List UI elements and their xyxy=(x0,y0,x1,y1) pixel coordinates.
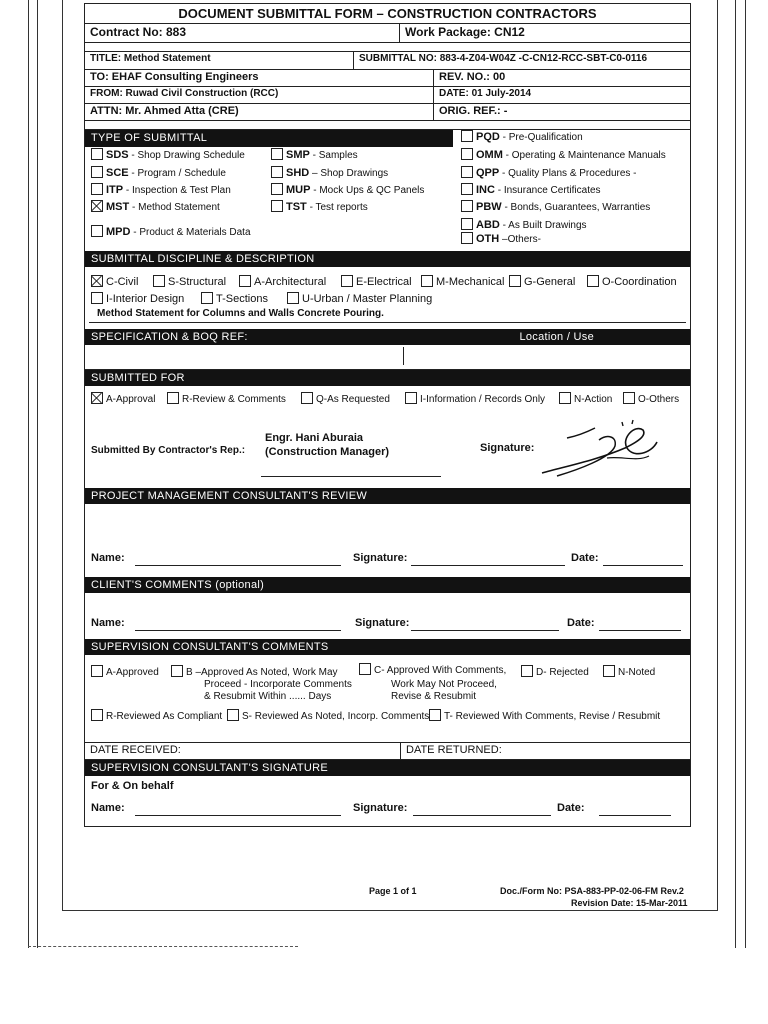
option-code: TST xyxy=(286,201,307,213)
sup-signature-line[interactable] xyxy=(413,815,551,816)
supervision-signature-heading: SUPERVISION CONSULTANT'S SIGNATURE xyxy=(85,760,690,776)
option-pqd[interactable] xyxy=(461,130,583,143)
option-label: C-Civil xyxy=(106,276,139,288)
option-label: - Quality Plans & Procedures - xyxy=(502,168,637,179)
option-mst[interactable] xyxy=(91,200,220,213)
option-code: INC xyxy=(476,184,495,196)
supervision-signature-section xyxy=(84,760,691,827)
client-comments-heading: CLIENT'S COMMENTS (optional) xyxy=(85,577,690,593)
option-u-urban-master-planning[interactable] xyxy=(287,292,432,305)
scan-edge-right-inner xyxy=(745,0,746,948)
option-r-reviewed-compliant[interactable] xyxy=(91,709,222,722)
checkbox-checked[interactable] xyxy=(91,275,103,287)
checkbox[interactable] xyxy=(271,200,283,212)
checkbox[interactable] xyxy=(91,166,103,178)
option-pbw[interactable] xyxy=(461,200,650,213)
option-e-electrical[interactable] xyxy=(341,275,412,288)
option-a-approval[interactable] xyxy=(91,392,155,405)
description-line xyxy=(89,322,686,323)
checkbox[interactable] xyxy=(521,665,533,677)
option-c-approved-with-comments[interactable] xyxy=(359,663,506,676)
checkbox[interactable] xyxy=(461,166,473,178)
revision-date: Revision Date: 15-Mar-2011 xyxy=(571,898,688,908)
date-returned: DATE RETURNED: xyxy=(400,743,690,759)
checkbox[interactable] xyxy=(461,200,473,212)
option-label: –Others- xyxy=(502,234,541,245)
option-o-coordination[interactable] xyxy=(587,275,677,288)
checkbox[interactable] xyxy=(91,148,103,160)
work-package: Work Package: CN12 xyxy=(399,24,690,42)
option-shd[interactable] xyxy=(271,166,388,179)
option-qpp[interactable] xyxy=(461,166,637,179)
option-code: QPP xyxy=(476,167,500,179)
option-code: MPD xyxy=(106,226,131,238)
option-code: ABD xyxy=(476,219,500,231)
option-label: - Mock Ups & QC Panels xyxy=(313,185,425,196)
discipline-heading: SUBMITTAL DISCIPLINE & DESCRIPTION xyxy=(85,251,690,267)
option-tst[interactable] xyxy=(271,200,368,213)
checkbox[interactable] xyxy=(461,148,473,160)
option-label: - As Built Drawings xyxy=(502,220,587,231)
option-code: PBW xyxy=(476,201,502,213)
to-row xyxy=(84,70,691,87)
checkbox[interactable] xyxy=(587,275,599,287)
option-a-architectural[interactable] xyxy=(239,275,326,288)
option-label: G-General xyxy=(524,276,576,288)
discipline-description: Method Statement for Columns and Walls Concrete Pouring. xyxy=(97,308,384,319)
contract-row xyxy=(84,24,691,43)
checkbox[interactable] xyxy=(461,218,473,230)
attn-row xyxy=(84,104,691,121)
option-smp[interactable] xyxy=(271,148,358,161)
option-label: Q-As Requested xyxy=(316,394,390,405)
option-code: SCE xyxy=(106,167,129,179)
option-n-action[interactable] xyxy=(559,392,612,405)
checkbox-checked[interactable] xyxy=(91,200,103,212)
option-r-review-comments[interactable] xyxy=(167,392,286,405)
option-label: A-Approval xyxy=(106,394,156,405)
sup-name-label: Name: xyxy=(91,802,125,814)
client-comments-section xyxy=(84,577,691,639)
option-label: A-Architectural xyxy=(254,276,327,288)
sup-signature-label: Signature: xyxy=(353,802,408,814)
title-row xyxy=(84,51,691,70)
supervision-comments-heading: SUPERVISION CONSULTANT'S COMMENTS xyxy=(85,639,690,655)
checkbox[interactable] xyxy=(405,392,417,404)
contract-no: Contract No: 883 xyxy=(90,25,187,39)
option-t-reviewed-with-comments[interactable] xyxy=(429,709,660,722)
page-number: Page 1 of 1 xyxy=(369,886,417,896)
option-mup[interactable] xyxy=(271,183,424,196)
option-q-as-requested[interactable] xyxy=(301,392,390,405)
option-m-mechanical[interactable] xyxy=(421,275,504,288)
option-b-approved-as-noted[interactable] xyxy=(171,665,338,678)
checkbox[interactable] xyxy=(167,392,179,404)
rep-title: (Construction Manager) xyxy=(265,446,390,458)
option-label: S-Structural xyxy=(168,276,227,288)
option-r-label: R-Reviewed As Compliant xyxy=(106,711,223,722)
pmc-date-label: Date: xyxy=(571,552,599,564)
option-sce[interactable] xyxy=(91,166,226,179)
option-i-information-records-only[interactable] xyxy=(405,392,545,405)
option-s-label: S- Reviewed As Noted, Incorp. Comments xyxy=(242,711,430,722)
option-c-civil[interactable] xyxy=(91,275,138,288)
option-label: - Pre-Qualification xyxy=(502,132,583,143)
submitted-for-section xyxy=(84,369,691,488)
pmc-signature-line[interactable] xyxy=(411,565,565,566)
checkbox[interactable] xyxy=(239,275,251,287)
dates-row xyxy=(84,742,691,760)
option-label: I-Interior Design xyxy=(106,293,185,305)
option-itp[interactable] xyxy=(91,183,231,196)
option-b-label: B –Approved As Noted, Work May xyxy=(186,667,338,678)
option-label: - Insurance Certificates xyxy=(497,185,601,196)
checkbox[interactable] xyxy=(271,166,283,178)
checkbox[interactable] xyxy=(153,275,165,287)
option-d-rejected[interactable] xyxy=(521,665,589,678)
client-name-line[interactable] xyxy=(135,630,341,631)
option-sds[interactable] xyxy=(91,148,245,161)
option-a-label: A-Approved xyxy=(106,667,159,678)
checkbox[interactable] xyxy=(359,663,371,675)
doc-form-no: Doc./Form No: PSA-883-PP-02-06-FM Rev.2 xyxy=(500,886,684,896)
checkbox[interactable] xyxy=(603,665,615,677)
checkbox[interactable] xyxy=(429,709,441,721)
client-date-line[interactable] xyxy=(599,630,681,631)
option-label: - Operating & Maintenance Manuals xyxy=(505,150,666,161)
location-use-label: Location / Use xyxy=(519,331,594,343)
spec-heading xyxy=(85,329,690,345)
scan-edge-left xyxy=(28,0,29,948)
attn-field: ATTN: Mr. Ahmed Atta (CRE) xyxy=(90,105,239,117)
option-i-interior-design[interactable] xyxy=(91,292,184,305)
option-inc[interactable] xyxy=(461,183,601,196)
scan-edge-right xyxy=(735,0,736,948)
rep-name: Engr. Hani Aburaia xyxy=(265,432,364,444)
option-code: PQD xyxy=(476,131,500,143)
option-label: T-Sections xyxy=(216,293,268,305)
option-s-reviewed-as-noted[interactable] xyxy=(227,709,429,722)
submittal-form xyxy=(84,3,691,827)
submittal-no: SUBMITTAL NO: 883-4-Z04-W04Z -C-CN12-RCC-SBT-C0-0116 xyxy=(353,52,690,69)
scan-edge-left-inner xyxy=(37,0,38,948)
checkbox[interactable] xyxy=(623,392,635,404)
client-date-label: Date: xyxy=(567,617,595,629)
handwritten-signature xyxy=(537,418,667,480)
sup-date-line[interactable] xyxy=(599,815,671,816)
option-d-label: D- Rejected xyxy=(536,667,589,678)
from-field: FROM: Ruwad Civil Construction (RCC) xyxy=(90,88,279,99)
signature-label: Signature: xyxy=(480,442,535,454)
option-label: - Bonds, Guarantees, Warranties xyxy=(504,202,651,213)
option-code: OMM xyxy=(476,149,503,161)
location-input[interactable] xyxy=(405,347,690,365)
option-label: I-Information / Records Only xyxy=(420,394,546,405)
checkbox[interactable] xyxy=(171,665,183,677)
client-signature-label: Signature: xyxy=(355,617,410,629)
option-c-label: C- Approved With Comments, xyxy=(374,665,507,676)
spacer xyxy=(84,43,691,51)
spec-section xyxy=(84,329,691,369)
option-code: SMP xyxy=(286,149,310,161)
checkbox[interactable] xyxy=(559,392,571,404)
spacer xyxy=(84,121,691,129)
pmc-review-heading: PROJECT MANAGEMENT CONSULTANT'S REVIEW xyxy=(85,488,690,504)
option-abd[interactable] xyxy=(461,218,587,231)
from-row xyxy=(84,87,691,104)
option-label: - Shop Drawing Schedule xyxy=(131,150,245,161)
to-field: TO: EHAF Consulting Engineers xyxy=(90,71,259,83)
option-label: - Program / Schedule xyxy=(131,168,226,179)
option-label: O-Others xyxy=(638,394,680,405)
option-t-label: T- Reviewed With Comments, Revise / Resubmit xyxy=(444,711,661,722)
option-n-noted[interactable] xyxy=(603,665,655,678)
scan-edge-bottom xyxy=(28,946,298,947)
checkbox[interactable] xyxy=(271,183,283,195)
pmc-name-label: Name: xyxy=(91,552,125,564)
checkbox[interactable] xyxy=(91,709,103,721)
date-field: DATE: 01 July-2014 xyxy=(433,87,690,103)
checkbox-checked[interactable] xyxy=(91,392,103,404)
submittal-title: TITLE: Method Statement xyxy=(90,53,211,64)
checkbox[interactable] xyxy=(91,292,103,304)
option-label: - Samples xyxy=(312,150,358,161)
option-label: - Test reports xyxy=(309,202,368,213)
checkbox[interactable] xyxy=(271,148,283,160)
submitted-for-heading: SUBMITTED FOR xyxy=(85,370,690,386)
sup-name-line[interactable] xyxy=(135,815,341,816)
option-omm[interactable] xyxy=(461,148,666,161)
orig-ref: ORIG. REF.: - xyxy=(433,104,690,120)
for-on-behalf: For & On behalf xyxy=(91,780,174,792)
pmc-review-section xyxy=(84,488,691,577)
type-of-submittal-heading: TYPE OF SUBMITTAL xyxy=(85,130,453,147)
sup-date-label: Date: xyxy=(557,802,585,814)
option-code: MST xyxy=(106,201,130,213)
option-label: O-Coordination xyxy=(602,276,677,288)
option-mpd[interactable] xyxy=(91,225,251,238)
submitted-by-label: Submitted By Contractor's Rep.: xyxy=(91,445,246,456)
checkbox[interactable] xyxy=(91,225,103,237)
option-a-approved[interactable] xyxy=(91,665,159,678)
option-b-line2: Proceed - Incorporate Comments xyxy=(204,679,352,690)
checkbox[interactable] xyxy=(91,665,103,677)
option-label: E-Electrical xyxy=(356,276,412,288)
option-g-general[interactable] xyxy=(509,275,575,288)
type-of-submittal-section xyxy=(84,129,691,251)
checkbox[interactable] xyxy=(461,130,473,142)
spec-input[interactable] xyxy=(85,347,404,365)
pmc-name-line[interactable] xyxy=(135,565,341,566)
option-c-line2: Work May Not Proceed, xyxy=(391,679,497,690)
pmc-signature-label: Signature: xyxy=(353,552,408,564)
option-code: ITP xyxy=(106,184,124,196)
option-label: - Method Statement xyxy=(132,202,220,213)
option-label: - Product & Materials Data xyxy=(133,227,251,238)
checkbox[interactable] xyxy=(287,292,299,304)
option-n-label: N-Noted xyxy=(618,667,656,678)
date-received: DATE RECEIVED: xyxy=(90,744,181,756)
option-code: OTH xyxy=(476,233,500,245)
option-c-line3: Revise & Resubmit xyxy=(391,691,477,702)
checkbox[interactable] xyxy=(341,275,353,287)
option-oth[interactable] xyxy=(461,232,541,245)
option-label: - Inspection & Test Plan xyxy=(125,185,231,196)
checkbox[interactable] xyxy=(91,183,103,195)
option-code: MUP xyxy=(286,184,311,196)
option-label: – Shop Drawings xyxy=(312,168,389,179)
option-t-sections[interactable] xyxy=(201,292,268,305)
option-label: M-Mechanical xyxy=(436,276,505,288)
pmc-date-line[interactable] xyxy=(603,565,683,566)
checkbox[interactable] xyxy=(201,292,213,304)
checkbox[interactable] xyxy=(301,392,313,404)
checkbox[interactable] xyxy=(461,232,473,244)
option-code: SHD xyxy=(286,167,310,179)
option-b-line3: & Resubmit Within ...... Days xyxy=(204,691,332,702)
discipline-section xyxy=(84,251,691,329)
checkbox[interactable] xyxy=(227,709,239,721)
option-code: SDS xyxy=(106,149,129,161)
spec-heading-label: SPECIFICATION & BOQ REF: xyxy=(91,331,248,343)
rep-name-line xyxy=(261,476,441,477)
checkbox[interactable] xyxy=(509,275,521,287)
option-o-others[interactable] xyxy=(623,392,679,405)
supervision-comments-section xyxy=(84,639,691,742)
option-s-structural[interactable] xyxy=(153,275,226,288)
option-label: N-Action xyxy=(574,394,613,405)
checkbox[interactable] xyxy=(461,183,473,195)
option-label: R-Review & Comments xyxy=(182,394,286,405)
rev-no: REV. NO.: 00 xyxy=(433,70,690,86)
option-label: U-Urban / Master Planning xyxy=(302,293,433,305)
client-signature-line[interactable] xyxy=(411,630,559,631)
client-name-label: Name: xyxy=(91,617,125,629)
checkbox[interactable] xyxy=(421,275,433,287)
form-title: DOCUMENT SUBMITTAL FORM – CONSTRUCTION CONTRACTORS xyxy=(84,3,691,24)
